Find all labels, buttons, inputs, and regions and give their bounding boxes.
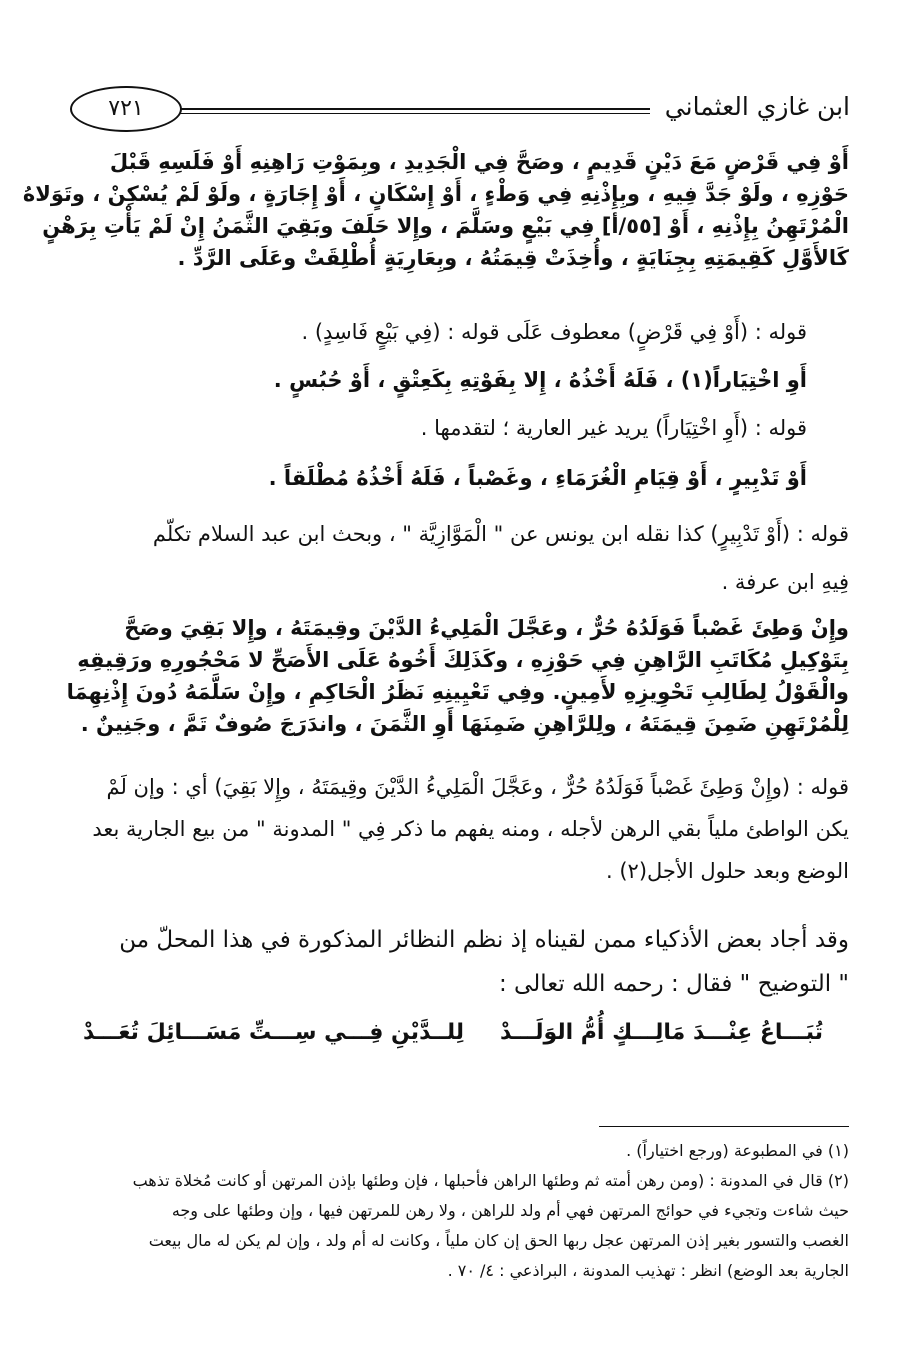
page-header	[70, 82, 850, 134]
poem-first-hemistich: تُبَـــاعُ عِنْـــدَ مَالِـــكٍ أُمُّ الوَلَـــدْ	[500, 1020, 823, 1045]
footnote-line: الجارية بعد الوضع) انظر : تهذيب المدونة ، البراذعي : ٤/ ٧٠ .	[447, 1261, 849, 1280]
running-head: ابن غازي العثماني	[664, 92, 850, 121]
footnote-line: (٢) قال في المدونة : (ومن رهن أمته ثم وطئها الراهن فأحبلها ، فإن وطئها بإذن المرتهن أو كانت مُخلاة تذهب	[132, 1171, 849, 1190]
header-rule	[180, 113, 650, 114]
text-line: فِيهِ ابن عرفة .	[721, 570, 849, 594]
poem-introduction	[59, 918, 849, 1006]
text-line: لِلْمُرْتَهِنِ ضَمِنَ قِيمَتَهُ ، ولِلرَّاهِنِ ضَمِنَهَا أَوِ الثَّمَنَ ، واندَرَجَ صُوفٌ تَمَّ ، وجَنِينٌ .	[80, 712, 849, 736]
text-line: قوله : (وإِنْ وَطِئَ غَصْباً فَوَلَدُهُ حُرٌّ ، وعَجَّلَ الْمَلِيءُ الدَّيْنَ وقِيمَتَهُ ، وإِلا بَقِيَ) أي : وإن لَمْ	[106, 775, 849, 799]
commentary-paragraph-2	[59, 412, 807, 444]
text-line: والْقَوْلُ لِطَالِبِ تَحْوِيزِهِ لأَمِينٍ. وفِي تَعْيِينِهِ نَظَرُ الْحَاكِمِ ، وإِنْ سَلَّمَهُ دُونَ إِذْنِهِمَا	[66, 680, 849, 704]
commentary-paragraph-3	[59, 510, 849, 606]
footnote-line: حيث شاءت وتجيء في حوائج المرتهن فهي أم ولد للراهن ، ولا رهن للمرتهن فيها ، وإن وطئها على وجه	[171, 1201, 849, 1220]
footnote-line: (١) في المطبوعة (ورجع اختياراً) .	[626, 1141, 849, 1160]
text-line: أَوْ تَدْبِيرٍ ، أَوْ قِيَامِ الْغُرَمَاءِ ، وغَصْباً ، فَلَهُ أَخْذُهُ مُطْلَقاً .	[268, 466, 807, 490]
header-rule	[180, 108, 650, 110]
text-line: قوله : (أَوْ فِي قَرْضٍ) معطوف عَلَى قوله : (فِي بَيْعٍ فَاسِدٍ) .	[301, 320, 807, 344]
matn-paragraph-1	[22, 146, 849, 274]
matn-paragraph-2	[59, 364, 807, 396]
footnote-line: الغصب والتسور بغير إذن المرتهن عجل ربها الحق إن كان ملياً ، وكانت له أم ولد ، وإن لم يكن له مال بيعت	[148, 1231, 849, 1250]
poem-verse	[83, 1020, 823, 1060]
text-line: يكن الواطئ ملياً بقي الرهن لأجله ، ومنه يفهم ما ذكر فِي " المدونة " من بيع الجارية بعد	[92, 817, 849, 841]
text-line: " التوضيح " فقال : رحمه الله تعالى :	[498, 971, 849, 997]
matn-paragraph-4	[59, 612, 849, 740]
page-number: ٧٢١	[70, 86, 182, 132]
footnote-separator	[599, 1126, 849, 1127]
commentary-paragraph-1	[59, 316, 807, 348]
text-line: وقد أجاد بعض الأذكياء ممن لقيناه إذ نظم النظائر المذكورة في هذا المحلّ من	[119, 927, 849, 953]
text-line: أَوْ فِي قَرْضٍ مَعَ دَيْنٍ قَدِيمٍ ، وصَحَّ فِي الْجَدِيدِ ، وبِمَوْتِ رَاهِنِهِ أَوْ فَلَسِهِ قَبْلَ	[109, 150, 849, 174]
matn-paragraph-3	[59, 462, 807, 494]
commentary-paragraph-4	[59, 766, 849, 892]
text-line: أَوِ اخْتِيَاراً(١) ، فَلَهُ أَخْذُهُ ، إِلا بِفَوْتِهِ بِكَعِتْقٍ ، أَوْ حُبُسٍ .	[273, 368, 807, 392]
text-line: قوله : (أَوْ تَدْبِيرٍ) كذا نقله ابن يونس عن " الْمَوَّازِيَّة " ، وبحث ابن عبد السلام تكلّم	[152, 522, 849, 546]
text-line: بِتَوْكِيلِ مُكَاتَبِ الرَّاهِنِ فِي حَوْزِهِ ، وكَذَلِكَ أَخُوهُ عَلَى الأَصَحِّ لا مَحْجُورِهِ ورَقِيقِهِ	[77, 648, 849, 672]
text-line: حَوْزِهِ ، ولَوْ جَدَّ فِيهِ ، وبِإِذْنِهِ فِي وَطْءٍ ، أَوْ إِسْكَانٍ ، أَوْ إِجَارَةٍ ، ولَوْ لَمْ يُسْكِنْ ، وتَوَلاهُ	[22, 182, 849, 206]
text-line: الوضع وبعد حلول الأجل(٢) .	[605, 859, 849, 883]
text-line: الْمُرْتَهِنُ بِإِذْنِهِ ، أَوْ [٥٥/أ] فِي بَيْعٍ وسَلَّمَ ، وإِلا حَلَفَ وبَقِيَ الثَّمَنُ إِنْ لَمْ يَأْتِ بِرَهْنٍ	[42, 214, 849, 238]
footnotes	[59, 1136, 849, 1286]
text-line: وإِنْ وَطِئَ غَصْباً فَوَلَدُهُ حُرٌّ ، وعَجَّلَ الْمَلِيءُ الدَّيْنَ وقِيمَتَهُ ، وإِلا بَقِيَ وصَحَّ	[124, 616, 849, 640]
text-line: قوله : (أَوِ اخْتِيَاراً) يريد غير العارية ؛ لتقدمها .	[420, 416, 807, 440]
poem-second-hemistich: لِلــدَّيْنِ فِـــي سِـــتِّ مَسَـــائِلَ تُعَـــدْ	[83, 1020, 465, 1045]
text-line: كَالأَوَّلِ كَقِيمَتِهِ بِجِنَايَةٍ ، وأُخِذَتْ قِيمَتُهُ ، وبِعَارِيَةٍ أُطْلِقَتْ وعَلَى الرَّدِّ .	[177, 246, 849, 270]
